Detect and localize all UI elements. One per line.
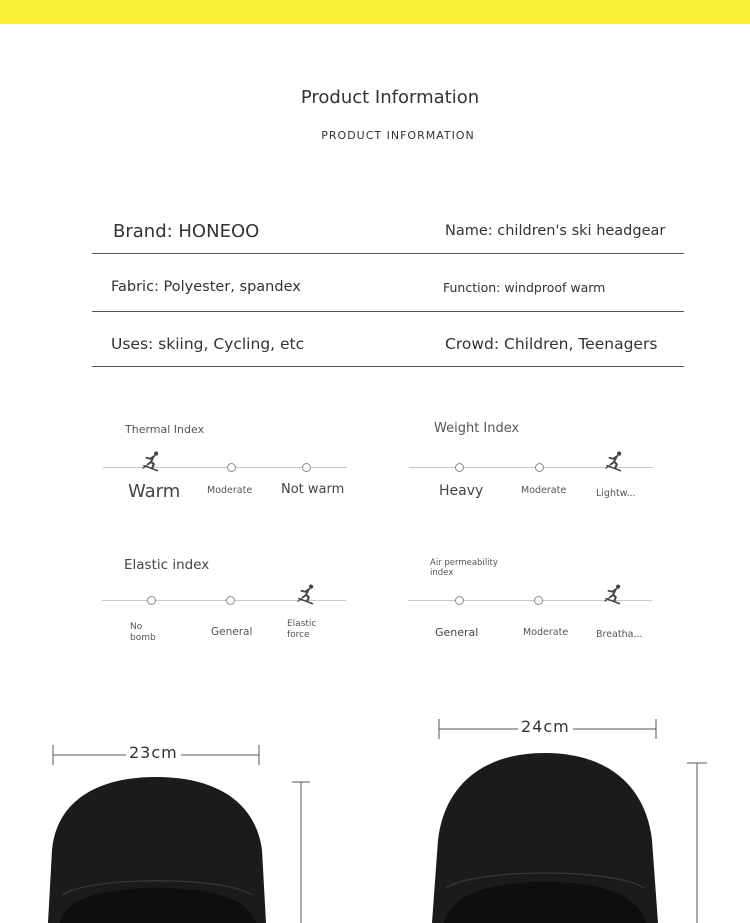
air-label-general: General bbox=[435, 626, 479, 639]
thermal-dot-not-warm bbox=[302, 463, 311, 472]
thermal-label-warm: Warm bbox=[128, 481, 181, 502]
product-dimension-illustration bbox=[0, 700, 750, 923]
spec-function: Function: windproof warm bbox=[443, 280, 606, 295]
spec-fabric: Fabric: Polyester, spandex bbox=[111, 279, 301, 295]
left-height-dimension bbox=[292, 782, 310, 923]
weight-dot-moderate bbox=[535, 463, 544, 472]
skier-icon bbox=[141, 450, 163, 472]
spec-divider bbox=[92, 253, 684, 254]
thermal-label-not-warm: Not warm bbox=[281, 482, 345, 497]
spec-divider bbox=[92, 311, 684, 312]
spec-divider bbox=[92, 366, 684, 367]
elastic-dot-no-bomb bbox=[147, 596, 156, 605]
skier-icon bbox=[296, 583, 318, 605]
weight-label-light: Lightw... bbox=[596, 488, 636, 499]
air-label-breathable: Breatha... bbox=[596, 629, 643, 640]
weight-index-title: Weight Index bbox=[434, 421, 520, 436]
top-banner-bar bbox=[0, 0, 750, 24]
spec-uses: Uses: skiing, Cycling, etc bbox=[111, 335, 305, 353]
left-width-label: 23cm bbox=[126, 743, 181, 762]
thermal-label-moderate: Moderate bbox=[207, 485, 253, 496]
section-subtitle: PRODUCT INFORMATION bbox=[321, 129, 475, 142]
thermal-index-title: Thermal Index bbox=[125, 423, 205, 436]
weight-dot-heavy bbox=[455, 463, 464, 472]
skier-icon bbox=[603, 583, 625, 605]
skier-icon bbox=[604, 450, 626, 472]
weight-label-heavy: Heavy bbox=[439, 483, 484, 499]
elastic-label-general: General bbox=[211, 626, 253, 638]
right-height-dimension bbox=[687, 763, 707, 923]
elastic-label-force: Elastic force bbox=[287, 619, 317, 640]
air-dot-moderate bbox=[534, 596, 543, 605]
elastic-label-no-bomb: No bomb bbox=[130, 622, 156, 643]
section-title: Product Information bbox=[300, 87, 480, 108]
thermal-dot-moderate bbox=[227, 463, 236, 472]
elastic-dot-general bbox=[226, 596, 235, 605]
weight-label-moderate: Moderate bbox=[521, 485, 567, 496]
spec-name: Name: children's ski headgear bbox=[445, 223, 666, 239]
elastic-index-title: Elastic index bbox=[124, 557, 210, 573]
air-label-moderate: Moderate bbox=[523, 627, 569, 638]
headgear-image-right bbox=[432, 753, 658, 923]
spec-crowd: Crowd: Children, Teenagers bbox=[445, 335, 658, 353]
right-width-label: 24cm bbox=[518, 717, 573, 736]
air-index-title: Air permeability index bbox=[430, 558, 498, 578]
air-dot-general bbox=[455, 596, 464, 605]
headgear-image-left bbox=[48, 777, 266, 923]
spec-brand: Brand: HONEOO bbox=[113, 221, 260, 242]
